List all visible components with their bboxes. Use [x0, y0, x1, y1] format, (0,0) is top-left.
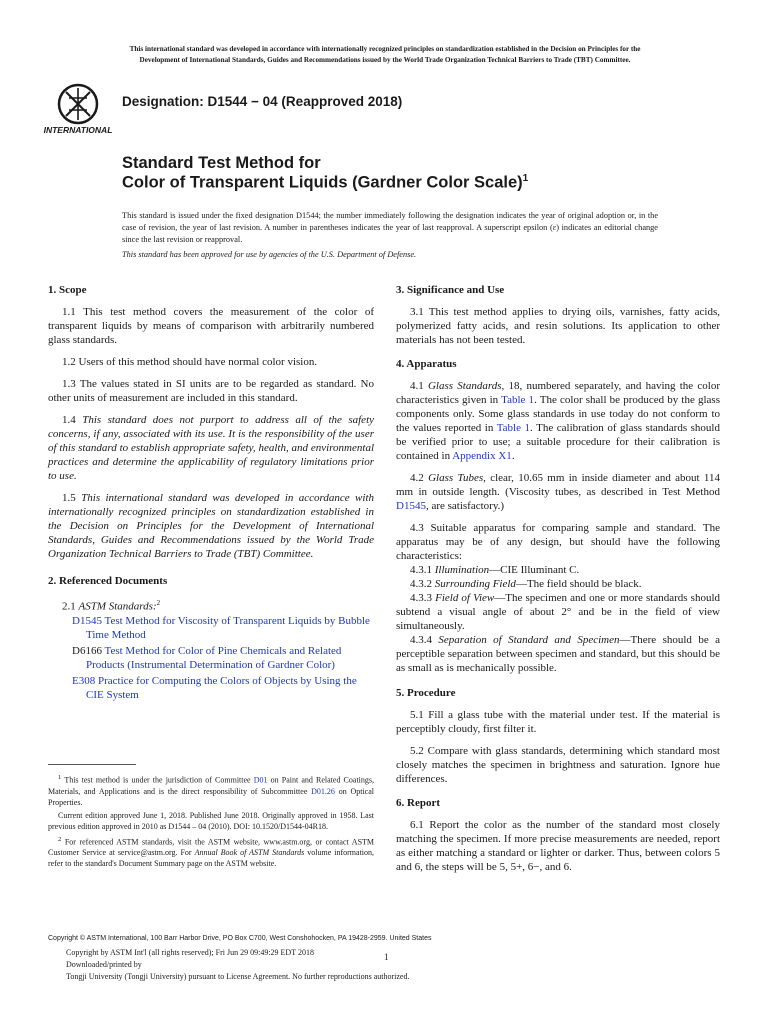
reference-code: D6166: [72, 644, 102, 657]
scope-p4: [48, 413, 374, 483]
apparatus-p1: [396, 379, 720, 463]
procedure-heading: 5. Procedure: [396, 687, 456, 699]
apparatus-p2-italic: Glass Tubes,: [428, 472, 486, 484]
top-notice-line2: Development of International Standards, Guides and Recommendations issued by the World Trade Organization Technical Barriers to Trade (TBT) Committee.: [139, 56, 631, 64]
appendix-x1-link[interactable]: Appendix X1: [452, 450, 512, 462]
footnote-edition: Current edition approved June 1, 2018. Published June 2018. Originally approved in 1958. Last previous edition approved in 2010 as D1544 – 04 (2010). DOI: 10.1520/D1544-04R18.: [48, 810, 374, 831]
apparatus-s2: [396, 577, 720, 591]
scope-p5-text: This international standard was developed in accordance with internationally recognized principles on standardization established in the Decision on Principles for the Development of International Standards, Guides and Recommendations issued by the World Trade Organization Technical Barriers to Trade (TBT) Committee.: [48, 492, 375, 560]
top-notice: [40, 44, 730, 66]
apparatus-s1-italic: Illumination: [434, 564, 490, 576]
apparatus-s4-text: —There should be a perceptible separation between specimen and standard, but this should be as small as is mechanically possible.: [396, 634, 720, 674]
apparatus-s2-text: —The field should be black.: [515, 578, 642, 590]
apparatus-s1-text: —CIE Illuminant C.: [489, 564, 580, 576]
footnote-1-text-a: This test method is under the jurisdiction of Committee: [64, 775, 251, 785]
table1-link[interactable]: Table 1: [501, 394, 535, 406]
title-line1: Standard Test Method for: [122, 154, 321, 172]
download-line1: Copyright by ASTM Int'l (all rights reserved); Fri Jun 29 09:49:29 EDT 2018: [66, 948, 314, 957]
title-footnote-mark: 1: [522, 173, 529, 184]
apparatus-s4: [396, 633, 720, 675]
page-number: 1: [384, 952, 389, 962]
apparatus-p3: 4.3 Suitable apparatus for comparing sample and standard. The apparatus may be of any design, but should have the following characteristics:: [396, 522, 720, 562]
apparatus-s2-num: 4.3.2: [410, 578, 432, 590]
footnote-1: $^1$ This test method is under the jurisdiction of Committee D01 on Paint and Related Coatings, Materials, and Applications and is the direct responsibility of Subcommittee D01.26 on Optical Properties.: [48, 774, 375, 807]
apparatus-p1-text-b: . The color shall be produced by the glass components only. Some glass standards in use today do not conform to the values reported in: [396, 394, 720, 434]
apparatus-s3-text: —The specimen and one or more standards should subtend a visual angle of about 2° and be in the field of view simultaneously.: [396, 592, 721, 632]
scope-p1: 1.1 This test method covers the measurement of the color of transparent liquids by means of comparison with arbitrarily numbered glass standards.: [48, 306, 374, 346]
apparatus-p1-num: 4.1: [410, 380, 424, 392]
scope-p4-num: 1.4: [62, 414, 76, 426]
apparatus-s2-italic: Surrounding Field: [434, 578, 516, 590]
reference-item: [62, 614, 374, 642]
apparatus-heading: 4. Apparatus: [396, 358, 457, 370]
references-sub-num: 2.1: [62, 600, 76, 613]
reference-title-link[interactable]: Test Method for Viscosity of Transparent Liquids by Bubble Time Method: [86, 614, 370, 641]
download-line3: Tongji University (Tongji University) pursuant to License Agreement. No further reproductions authorized.: [66, 972, 410, 981]
apparatus-p2-text-a: clear, 10.65 mm in inside diameter and about 114 mm in outside length. (Viscosity tubes, as described in Test Method: [396, 472, 721, 498]
apparatus-p1-text-a: 18, numbered separately, and having the color characteristics given in: [396, 380, 721, 406]
title-line2-text: Color of Transparent Liquids (Gardner Color Scale): [122, 173, 523, 192]
reference-code-link[interactable]: E308: [72, 674, 96, 687]
reference-title-link[interactable]: Test Method for Color of Pine Chemicals and Related Products (Instrumental Determination of Gardner Color): [86, 644, 342, 671]
apparatus-s4-italic: Separation of Standard and Specimen: [438, 634, 620, 646]
references-sub-mark: 2: [156, 599, 161, 607]
table1-link[interactable]: Table 1: [496, 422, 531, 434]
apparatus-s4-num: 4.3.4: [410, 634, 432, 646]
references-sub: [48, 596, 374, 614]
download-line2: Downloaded/printed by: [66, 960, 142, 969]
left-column: [48, 284, 374, 704]
report-heading: 6. Report: [396, 797, 440, 809]
reference-code-link[interactable]: D1545: [72, 614, 102, 627]
apparatus-s1: [396, 563, 720, 577]
logo-text: INTERNATIONAL: [43, 125, 113, 135]
scope-p3: 1.3 The values stated in SI units are to be regarded as standard. No other units of measurement are included in this standard.: [48, 378, 374, 404]
scope-heading: 1. Scope: [48, 284, 87, 296]
astm-logo: [42, 82, 114, 138]
scope-p5-num: 1.5: [62, 492, 76, 504]
significance-heading: 3. Significance and Use: [396, 284, 505, 296]
issued-statement: This standard is issued under the fixed designation D1544; the number immediately following the designation indicates the year of original adoption or, in the case of revision, the year of last revision. A number in parentheses indicates the year of last reapproval. A superscript epsilon (ε) indicates an editorial change since the last revision or reapproval.: [122, 211, 658, 244]
footnote-2: $^2$ For referenced ASTM standards, visit the ASTM website, www.astm.org, or contact ASTM Customer Service at service@astm.org. For Annual Book of ASTM Standards volume information, refer to the standard's Document Summary page on the ASTM website.: [48, 835, 375, 869]
procedure-p1: 5.1 Fill a glass tube with the material under test. If the material is perceptibly cloudy, first filter it.: [396, 709, 720, 735]
reference-item: [62, 674, 374, 702]
approved-statement: This standard has been approved for use by agencies of the U.S. Department of Defense.: [122, 250, 417, 259]
apparatus-p2-num: 4.2: [410, 472, 424, 484]
designation: Designation: D1544 − 04 (Reapproved 2018): [122, 94, 403, 109]
apparatus-s3: [396, 591, 720, 633]
right-column: [396, 284, 720, 882]
apparatus-p2: [396, 471, 720, 513]
apparatus-p1-italic: Glass Standards,: [427, 380, 505, 392]
top-notice-line1: This international standard was developed in accordance with internationally recognized principles on standardization established in the Decision on Principles for the: [129, 45, 641, 53]
apparatus-s3-italic: Field of View: [435, 592, 495, 604]
reference-item: [62, 644, 374, 672]
scope-p5: [48, 491, 374, 561]
apparatus-s1-num: 4.3.1: [410, 564, 432, 576]
download-notice: [66, 947, 626, 983]
d1545-link[interactable]: D1545: [396, 500, 426, 512]
apparatus-s3-num: 4.3.3: [410, 592, 432, 604]
procedure-p2: 5.2 Compare with glass standards, determining which standard most closely matches the specimen in brightness and saturation. Ignore hue differences.: [396, 745, 720, 785]
subcommittee-link[interactable]: D01.26: [311, 786, 335, 796]
apparatus-p1-text-c: . The calibration of glass standards should be verified prior to use; a suitable procedure for their calibration is contained in: [396, 422, 720, 462]
footnote-2-text-a: For referenced ASTM standards, visit the ASTM website, www.astm.org, or contact ASTM Customer Service at service@astm.org. For: [48, 837, 375, 858]
footnote-1-text-c: on Optical Properties.: [48, 786, 374, 807]
footnote-2-text-b: volume information, refer to the standard's Document Summary page on the ASTM website.: [48, 848, 375, 869]
references-sub-label: ASTM Standards:: [78, 600, 157, 613]
reference-title-link[interactable]: Practice for Computing the Colors of Objects by Using the CIE System: [86, 674, 357, 701]
scope-p2: 1.2 Users of this method should have normal color vision.: [62, 356, 318, 368]
footnotes: [48, 772, 374, 871]
copyright-line: Copyright © ASTM International, 100 Barr Harbor Drive, PO Box C700, West Conshohocken, PA 19428-2959. United States: [48, 935, 432, 942]
footnote-divider: [48, 764, 136, 765]
footnote-2-italic: Annual Book of ASTM Standards: [194, 848, 305, 858]
significance-p1: 3.1 This test method applies to drying oils, varnishes, fatty acids, polymerized fatty acids, and resin solutions. Its application to other materials has not been tested.: [396, 306, 720, 346]
scope-p4-text: This standard does not purport to address all of the safety concerns, if any, associated with its use. It is the responsibility of the user of this standard to establish appropriate safety, health, and environmental practices and determine the applicability of regulatory limitations prior to use.: [48, 414, 375, 482]
footnote-1-text-b: on Paint and Related Coatings, Materials, and Applications and is the direct responsibility of Subcommittee: [48, 775, 375, 796]
committee-link[interactable]: D01: [253, 775, 268, 785]
apparatus-p2-text-b: , are satisfactory.): [425, 500, 505, 512]
title-line2: [122, 173, 528, 193]
references-heading: 2. Referenced Documents: [48, 575, 168, 587]
report-p1: 6.1 Report the color as the number of the standard most closely matching the specimen. If more precise measurements are needed, report as either matching a standard or lighter or darker. Thus, between colors 5 and 6, the steps will be 5, 5+, 6−, and 6.: [396, 819, 720, 873]
apparatus-p1-text-d: .: [511, 450, 515, 462]
